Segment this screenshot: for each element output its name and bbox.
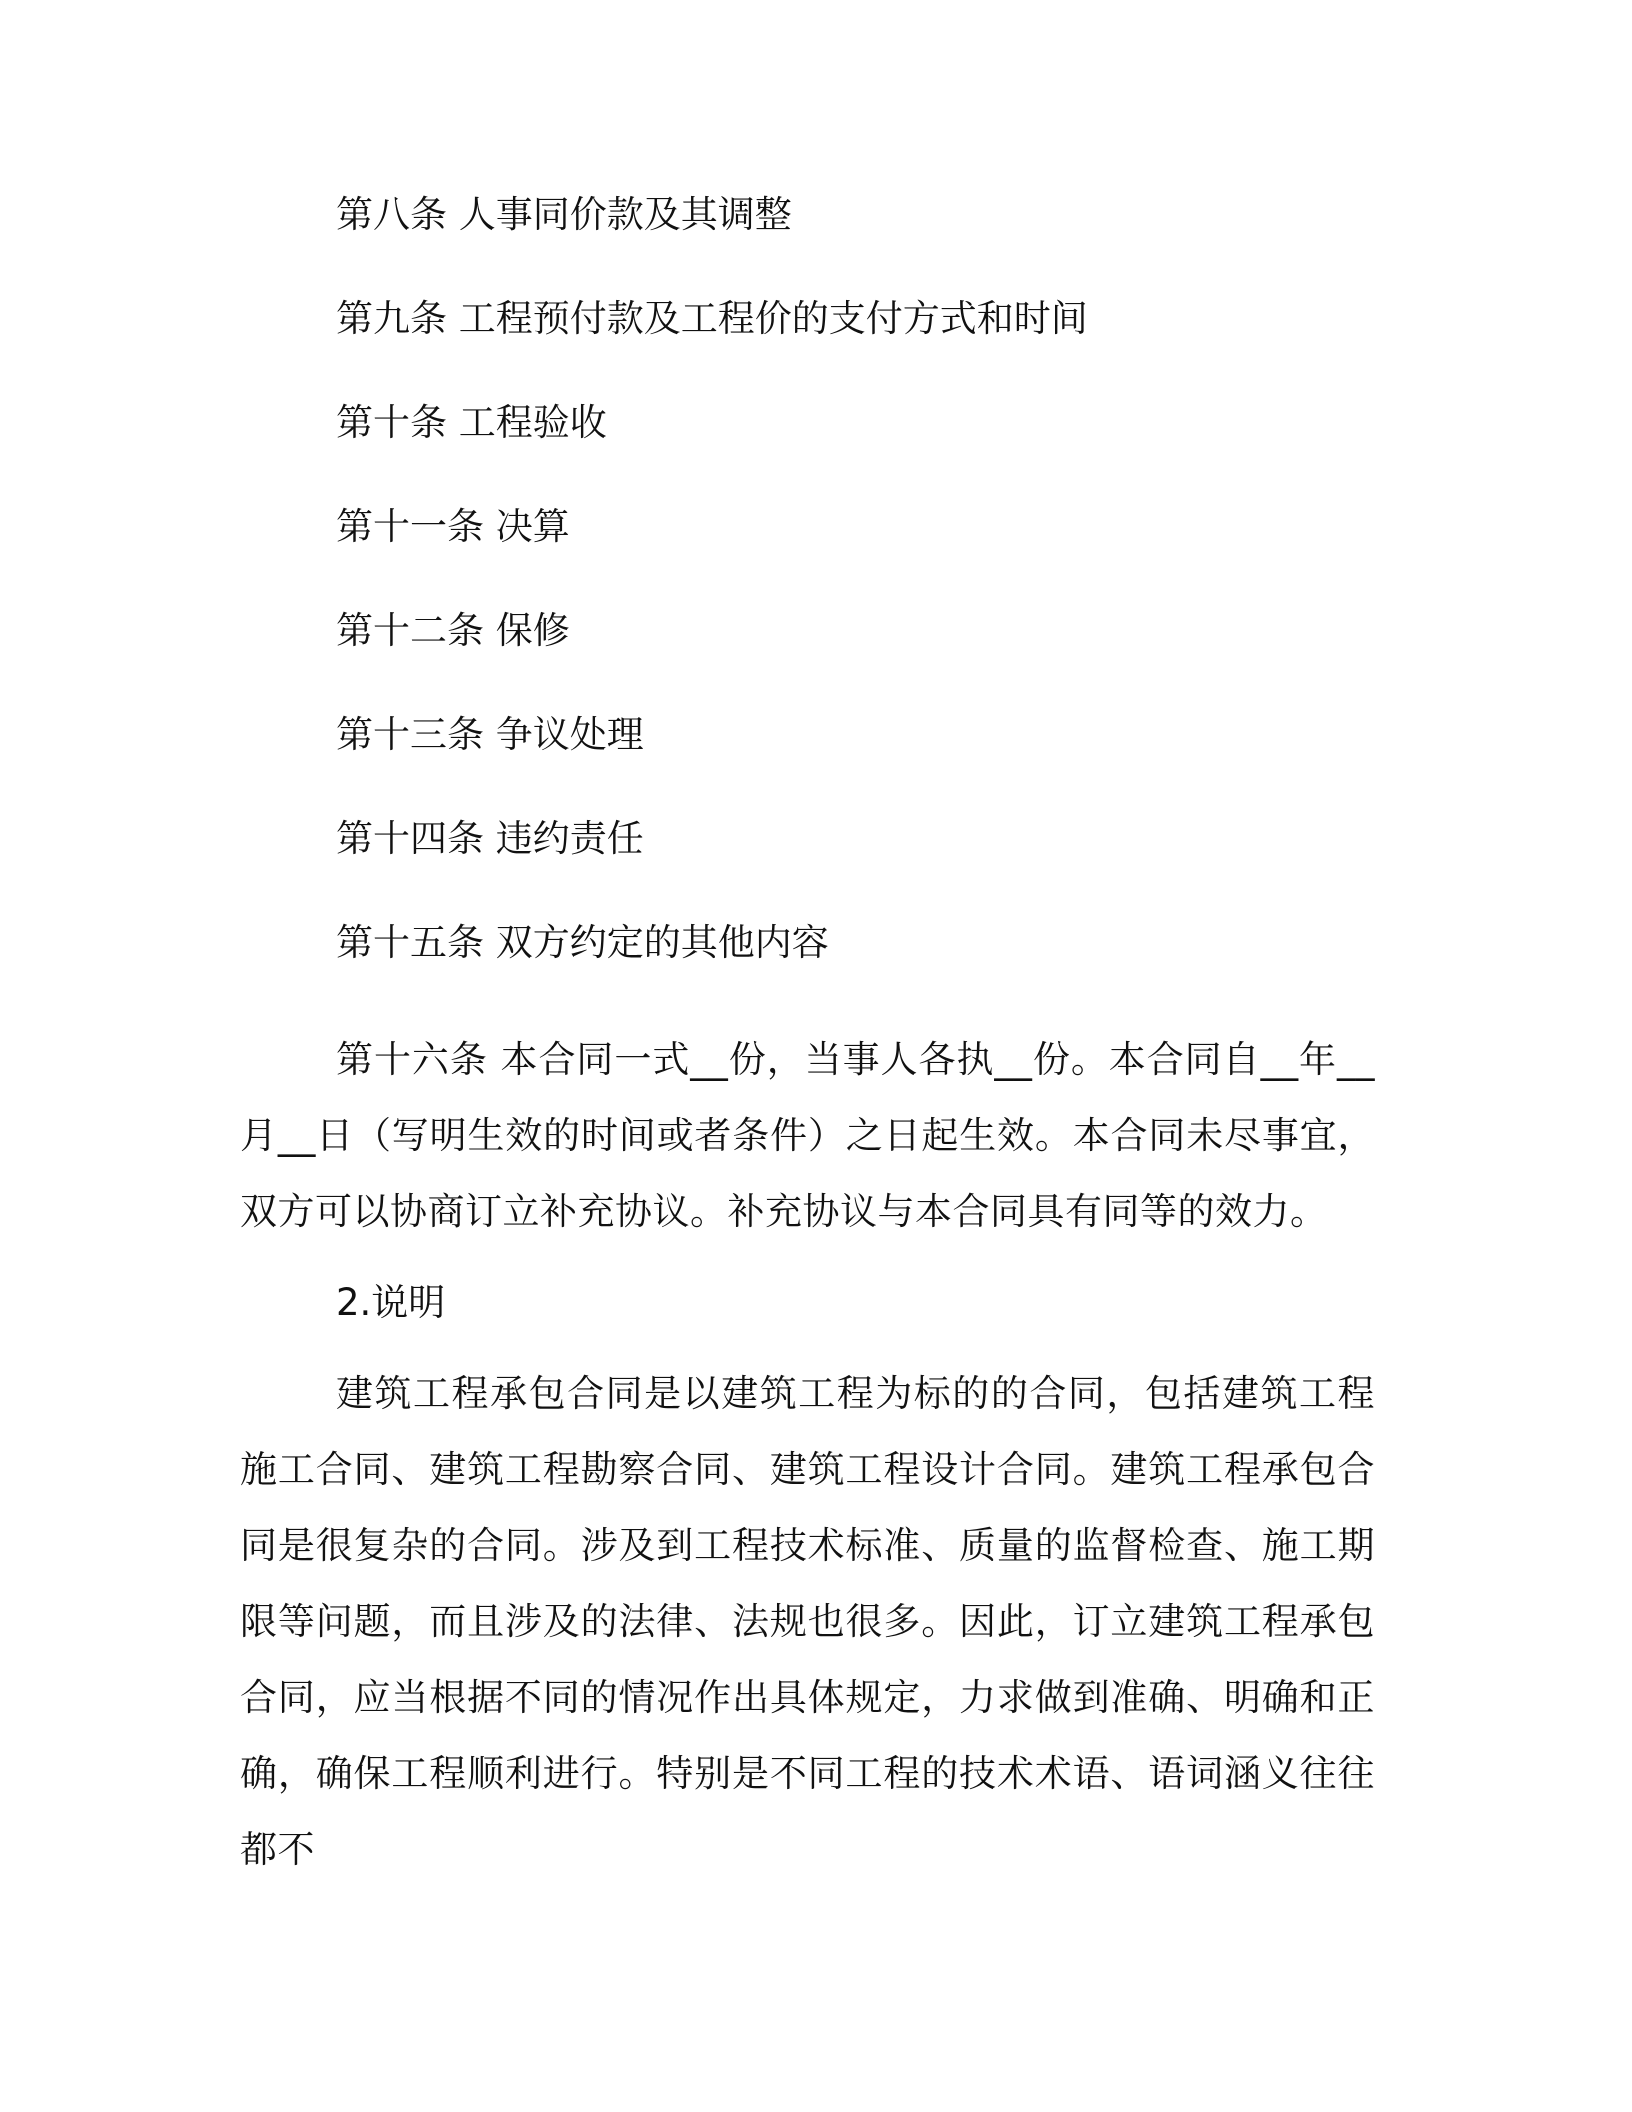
article-16-paragraph: 第十六条 本合同一式__份，当事人各执__份。本合同自__年__月__日（写明生效的时间或者条件）之日起生效。本合同未尽事宜，双方可以协商订立补充协议。补充协议与本合同具有同等的效力。 xyxy=(240,1038,1375,1233)
article-9: 第九条 工程预付款及工程价的支付方式和时间 xyxy=(336,297,1088,340)
article-10: 第十条 工程验收 xyxy=(336,401,607,444)
article-12: 第十二条 保修 xyxy=(336,609,570,652)
article-15: 第十五条 双方约定的其他内容 xyxy=(336,921,829,964)
article-14: 第十四条 违约责任 xyxy=(336,817,644,860)
section-heading: 2.说明 xyxy=(336,1281,446,1324)
article-13: 第十三条 争议处理 xyxy=(336,713,644,756)
explanation-paragraph: 建筑工程承包合同是以建筑工程为标的的合同，包括建筑工程施工合同、建筑工程勘察合同、建筑工程设计合同。建筑工程承包合同是很复杂的合同。涉及到工程技术标准、质量的监督检查、施工期限等问题，而且涉及的法律、法规也很多。因此，订立建筑工程承包合同，应当根据不同的情况作出具体规定，力求做到准确、明确和正确，确保工程顺利进行。特别是不同工程的技术术语、语词涵义往往都不 xyxy=(240,1372,1375,1871)
document-body xyxy=(240,190,1375,1888)
article-8: 第八条 人事同价款及其调整 xyxy=(336,193,792,236)
article-11: 第十一条 决算 xyxy=(336,505,570,548)
